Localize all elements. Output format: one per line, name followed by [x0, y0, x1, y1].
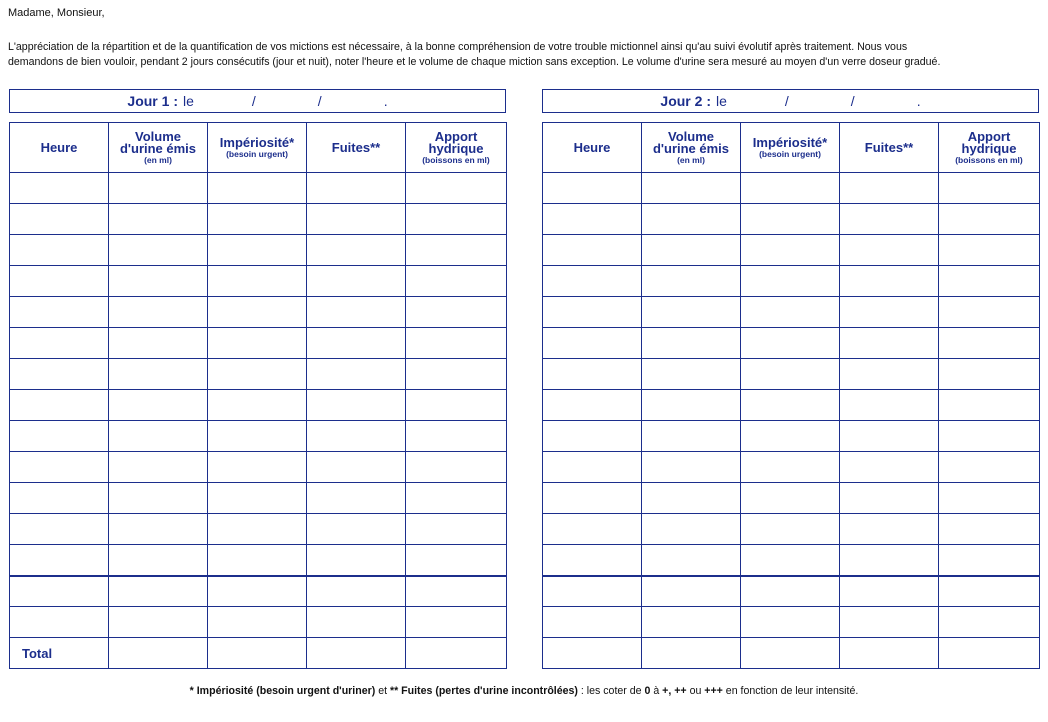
table-row [10, 545, 507, 576]
entry-cell[interactable] [642, 235, 741, 266]
entry-cell[interactable] [741, 576, 840, 607]
entry-cell[interactable] [741, 607, 840, 638]
entry-cell[interactable] [307, 359, 406, 390]
col-fuites-title: Fuites** [331, 139, 381, 155]
entry-cell[interactable] [939, 297, 1040, 328]
entry-cell[interactable] [208, 483, 307, 514]
entry-cell[interactable] [939, 204, 1040, 235]
entry-cell[interactable] [642, 297, 741, 328]
table-row [10, 483, 507, 514]
total-row [10, 638, 507, 669]
table-row [10, 297, 507, 328]
entry-cell[interactable] [939, 638, 1040, 669]
day-1-date-end: . [383, 93, 388, 109]
table-row [543, 483, 1040, 514]
table-row [543, 359, 1040, 390]
footnote [0, 685, 1048, 697]
table-row [543, 328, 1040, 359]
greeting: Madame, Monsieur, [8, 7, 105, 19]
table-row [10, 204, 507, 235]
entry-cell[interactable] [109, 359, 208, 390]
entry-cell[interactable] [543, 545, 642, 576]
footnote-to: à [650, 685, 663, 697]
day-2-date-end: . [916, 93, 921, 109]
entry-cell[interactable] [208, 390, 307, 421]
entry-cell[interactable] [10, 235, 109, 266]
col-apport-line2: hydrique [961, 140, 1017, 156]
day-2-rows [543, 173, 1040, 669]
entry-cell[interactable] [208, 576, 307, 607]
entry-cell[interactable] [741, 235, 840, 266]
col-imperiosite-sub: (besoin urgent) [226, 148, 288, 159]
entry-cell[interactable] [642, 545, 741, 576]
table-row [543, 638, 1040, 669]
entry-cell[interactable] [741, 359, 840, 390]
entry-cell[interactable] [307, 607, 406, 638]
entry-cell[interactable] [543, 297, 642, 328]
col-fuites [307, 123, 406, 173]
day-1-label: Jour 1 : [127, 93, 178, 109]
col-volume [109, 123, 208, 173]
entry-cell[interactable] [543, 638, 642, 669]
table-row [10, 173, 507, 204]
entry-cell[interactable] [741, 173, 840, 204]
total-cell[interactable] [208, 638, 307, 669]
entry-cell[interactable] [406, 452, 507, 483]
footnote-max-level: +++ [704, 685, 723, 697]
entry-cell[interactable] [208, 359, 307, 390]
entry-cell[interactable] [840, 514, 939, 545]
day-2-diary [542, 89, 1039, 669]
entry-cell[interactable] [939, 483, 1040, 514]
table-row [543, 235, 1040, 266]
entry-cell[interactable] [741, 328, 840, 359]
col-volume-line1: Volume [668, 128, 714, 144]
col-fuites [840, 123, 939, 173]
col-fuites-title: Fuites** [864, 139, 914, 155]
day-1-header [9, 89, 506, 113]
entry-cell[interactable] [109, 452, 208, 483]
entry-cell[interactable] [406, 204, 507, 235]
col-apport-line1: Apport [967, 128, 1011, 144]
entry-cell[interactable] [543, 235, 642, 266]
entry-cell[interactable] [109, 266, 208, 297]
entry-cell[interactable] [543, 576, 642, 607]
day-1-diary [9, 89, 506, 669]
entry-cell[interactable] [543, 514, 642, 545]
entry-cell[interactable] [642, 328, 741, 359]
day-1-date-sep-2: / [317, 93, 322, 109]
entry-cell[interactable] [10, 576, 109, 607]
day-2-date-sep-2: / [850, 93, 855, 109]
table-row [543, 452, 1040, 483]
day-2-header [542, 89, 1039, 113]
entry-cell[interactable] [543, 204, 642, 235]
entry-cell[interactable] [840, 607, 939, 638]
entry-cell[interactable] [406, 297, 507, 328]
entry-cell[interactable] [307, 390, 406, 421]
entry-cell[interactable] [741, 452, 840, 483]
table-row [10, 266, 507, 297]
day-2-table [542, 122, 1040, 669]
entry-cell[interactable] [406, 328, 507, 359]
entry-cell[interactable] [939, 390, 1040, 421]
entry-cell[interactable] [406, 266, 507, 297]
col-volume-sub: (en ml) [144, 154, 172, 165]
col-volume-line2: d'urine émis [652, 140, 730, 156]
entry-cell[interactable] [840, 452, 939, 483]
entry-cell[interactable] [939, 266, 1040, 297]
col-apport-line2: hydrique [428, 140, 484, 156]
col-volume-line1: Volume [135, 128, 181, 144]
col-heure [543, 123, 642, 173]
footnote-or: ou [686, 685, 705, 697]
entry-cell[interactable] [208, 173, 307, 204]
entry-cell[interactable] [109, 390, 208, 421]
col-volume [642, 123, 741, 173]
total-cell[interactable] [307, 638, 406, 669]
entry-cell[interactable] [840, 328, 939, 359]
col-imperiosite [741, 123, 840, 173]
entry-cell[interactable] [741, 390, 840, 421]
table-row [543, 173, 1040, 204]
entry-cell[interactable] [642, 173, 741, 204]
day-1-table [9, 122, 507, 669]
entry-cell[interactable] [406, 545, 507, 576]
total-cell[interactable] [109, 638, 208, 669]
col-apport [939, 123, 1040, 173]
entry-cell[interactable] [307, 173, 406, 204]
entry-cell[interactable] [208, 235, 307, 266]
entry-cell[interactable] [307, 452, 406, 483]
entry-cell[interactable] [406, 607, 507, 638]
col-imperiosite-title: Impériosité* [752, 134, 828, 150]
entry-cell[interactable] [406, 390, 507, 421]
table-row [543, 514, 1040, 545]
entry-cell[interactable] [840, 390, 939, 421]
entry-cell[interactable] [10, 452, 109, 483]
entry-cell[interactable] [840, 235, 939, 266]
entry-cell[interactable] [307, 328, 406, 359]
entry-cell[interactable] [840, 421, 939, 452]
entry-cell[interactable] [10, 359, 109, 390]
entry-cell[interactable] [109, 297, 208, 328]
col-apport-sub: (boissons en ml) [955, 154, 1023, 165]
table-row [543, 545, 1040, 576]
entry-cell[interactable] [10, 514, 109, 545]
entry-cell[interactable] [307, 204, 406, 235]
entry-cell[interactable] [642, 421, 741, 452]
entry-cell[interactable] [208, 297, 307, 328]
col-imperiosite [208, 123, 307, 173]
entry-cell[interactable] [840, 545, 939, 576]
entry-cell[interactable] [741, 297, 840, 328]
entry-cell[interactable] [10, 421, 109, 452]
entry-cell[interactable] [109, 514, 208, 545]
footnote-imperiosite: * Impériosité (besoin urgent d'uriner) [189, 685, 376, 697]
entry-cell[interactable] [543, 328, 642, 359]
entry-cell[interactable] [543, 483, 642, 514]
entry-cell[interactable] [939, 576, 1040, 607]
col-heure [10, 123, 109, 173]
table-row [10, 235, 507, 266]
entry-cell[interactable] [543, 173, 642, 204]
day-1-header-row [10, 123, 507, 173]
entry-cell[interactable] [307, 421, 406, 452]
entry-cell[interactable] [840, 266, 939, 297]
entry-cell[interactable] [741, 514, 840, 545]
entry-cell[interactable] [741, 638, 840, 669]
table-row [543, 421, 1040, 452]
entry-cell[interactable] [642, 359, 741, 390]
table-row [543, 607, 1040, 638]
table-row [10, 390, 507, 421]
table-row [10, 421, 507, 452]
footnote-zero: 0 [644, 685, 651, 697]
entry-cell[interactable] [109, 328, 208, 359]
entry-cell[interactable] [642, 266, 741, 297]
entry-cell[interactable] [741, 483, 840, 514]
table-row [10, 607, 507, 638]
entry-cell[interactable] [939, 359, 1040, 390]
entry-cell[interactable] [406, 576, 507, 607]
entry-cell[interactable] [543, 421, 642, 452]
entry-cell[interactable] [939, 421, 1040, 452]
entry-cell[interactable] [208, 421, 307, 452]
entry-cell[interactable] [208, 328, 307, 359]
total-label: Total [10, 638, 109, 669]
table-row [543, 576, 1040, 607]
day-2-date-sep-1: / [784, 93, 789, 109]
col-apport-sub: (boissons en ml) [422, 154, 490, 165]
footnote-rate: : les coter de [577, 685, 645, 697]
day-2-label: Jour 2 : [660, 93, 711, 109]
col-apport-line1: Apport [434, 128, 478, 144]
entry-cell[interactable] [109, 576, 208, 607]
entry-cell[interactable] [642, 452, 741, 483]
table-row [543, 390, 1040, 421]
entry-cell[interactable] [208, 545, 307, 576]
entry-cell[interactable] [307, 266, 406, 297]
footnote-intensity: en fonction de leur intensité. [722, 685, 859, 697]
entry-cell[interactable] [939, 545, 1040, 576]
entry-cell[interactable] [939, 607, 1040, 638]
entry-cell[interactable] [406, 483, 507, 514]
entry-cell[interactable] [939, 173, 1040, 204]
entry-cell[interactable] [939, 328, 1040, 359]
entry-cell[interactable] [543, 607, 642, 638]
entry-cell[interactable] [10, 390, 109, 421]
total-cell[interactable] [406, 638, 507, 669]
entry-cell[interactable] [307, 576, 406, 607]
entry-cell[interactable] [208, 452, 307, 483]
entry-cell[interactable] [543, 266, 642, 297]
entry-cell[interactable] [307, 297, 406, 328]
entry-cell[interactable] [840, 173, 939, 204]
intro-line-1: L'appréciation de la répartition et de la quantification de vos mictions est nécessaire, à la bonne compréhension de votre trouble mictionnel ainsi qu'au suivi évolutif après traitement. Nous vous [8, 41, 908, 53]
entry-cell[interactable] [741, 204, 840, 235]
entry-cell[interactable] [840, 297, 939, 328]
col-apport [406, 123, 507, 173]
entry-cell[interactable] [109, 173, 208, 204]
entry-cell[interactable] [543, 390, 642, 421]
footnote-and: et [375, 685, 390, 697]
col-imperiosite-title: Impériosité* [219, 134, 295, 150]
entry-cell[interactable] [109, 421, 208, 452]
entry-cell[interactable] [642, 204, 741, 235]
entry-cell[interactable] [406, 235, 507, 266]
entry-cell[interactable] [840, 483, 939, 514]
table-row [543, 204, 1040, 235]
footnote-plus-levels: +, ++ [662, 685, 687, 697]
entry-cell[interactable] [307, 235, 406, 266]
entry-cell[interactable] [741, 545, 840, 576]
col-heure-title: Heure [40, 139, 78, 155]
entry-cell[interactable] [10, 173, 109, 204]
entry-cell[interactable] [642, 483, 741, 514]
day-2-header-row [543, 123, 1040, 173]
col-volume-sub: (en ml) [677, 154, 705, 165]
intro-line-2: demandons de bien vouloir, pendant 2 jours consécutifs (jour et nuit), noter l'heure et le volume de chaque miction sans exception. Le volume d'urine sera mesuré au moyen d'un verre doseur gradué. [8, 55, 941, 68]
entry-cell[interactable] [642, 576, 741, 607]
day-1-le: le [183, 93, 194, 109]
entry-cell[interactable] [543, 359, 642, 390]
entry-cell[interactable] [642, 638, 741, 669]
entry-cell[interactable] [642, 607, 741, 638]
entry-cell[interactable] [406, 359, 507, 390]
intro-text [8, 40, 1042, 69]
entry-cell[interactable] [208, 204, 307, 235]
entry-cell[interactable] [840, 638, 939, 669]
entry-cell[interactable] [10, 266, 109, 297]
entry-cell[interactable] [307, 545, 406, 576]
entry-cell[interactable] [10, 328, 109, 359]
entry-cell[interactable] [840, 359, 939, 390]
entry-cell[interactable] [840, 576, 939, 607]
entry-cell[interactable] [109, 545, 208, 576]
table-row [10, 359, 507, 390]
col-imperiosite-sub: (besoin urgent) [759, 148, 821, 159]
table-row [10, 514, 507, 545]
entry-cell[interactable] [741, 421, 840, 452]
entry-cell[interactable] [307, 483, 406, 514]
col-heure-title: Heure [573, 139, 611, 155]
entry-cell[interactable] [642, 390, 741, 421]
entry-cell[interactable] [406, 173, 507, 204]
day-2-le: le [716, 93, 727, 109]
day-1-rows [10, 173, 507, 669]
entry-cell[interactable] [10, 483, 109, 514]
footnote-fuites: ** Fuites (pertes d'urine incontrôlées) [389, 685, 578, 697]
entry-cell[interactable] [109, 607, 208, 638]
entry-cell[interactable] [939, 514, 1040, 545]
table-row [543, 297, 1040, 328]
entry-cell[interactable] [208, 607, 307, 638]
entry-cell[interactable] [939, 235, 1040, 266]
table-row [10, 576, 507, 607]
day-1-date-sep-1: / [251, 93, 256, 109]
entry-cell[interactable] [406, 421, 507, 452]
entry-cell[interactable] [109, 483, 208, 514]
entry-cell[interactable] [406, 514, 507, 545]
entry-cell[interactable] [10, 607, 109, 638]
entry-cell[interactable] [840, 204, 939, 235]
entry-cell[interactable] [543, 452, 642, 483]
entry-cell[interactable] [10, 297, 109, 328]
table-row [10, 328, 507, 359]
entry-cell[interactable] [109, 204, 208, 235]
entry-cell[interactable] [109, 235, 208, 266]
entry-cell[interactable] [208, 266, 307, 297]
entry-cell[interactable] [208, 514, 307, 545]
entry-cell[interactable] [10, 545, 109, 576]
entry-cell[interactable] [741, 266, 840, 297]
entry-cell[interactable] [307, 514, 406, 545]
table-row [10, 452, 507, 483]
table-row [543, 266, 1040, 297]
entry-cell[interactable] [939, 452, 1040, 483]
entry-cell[interactable] [10, 204, 109, 235]
col-volume-line2: d'urine émis [119, 140, 197, 156]
entry-cell[interactable] [642, 514, 741, 545]
